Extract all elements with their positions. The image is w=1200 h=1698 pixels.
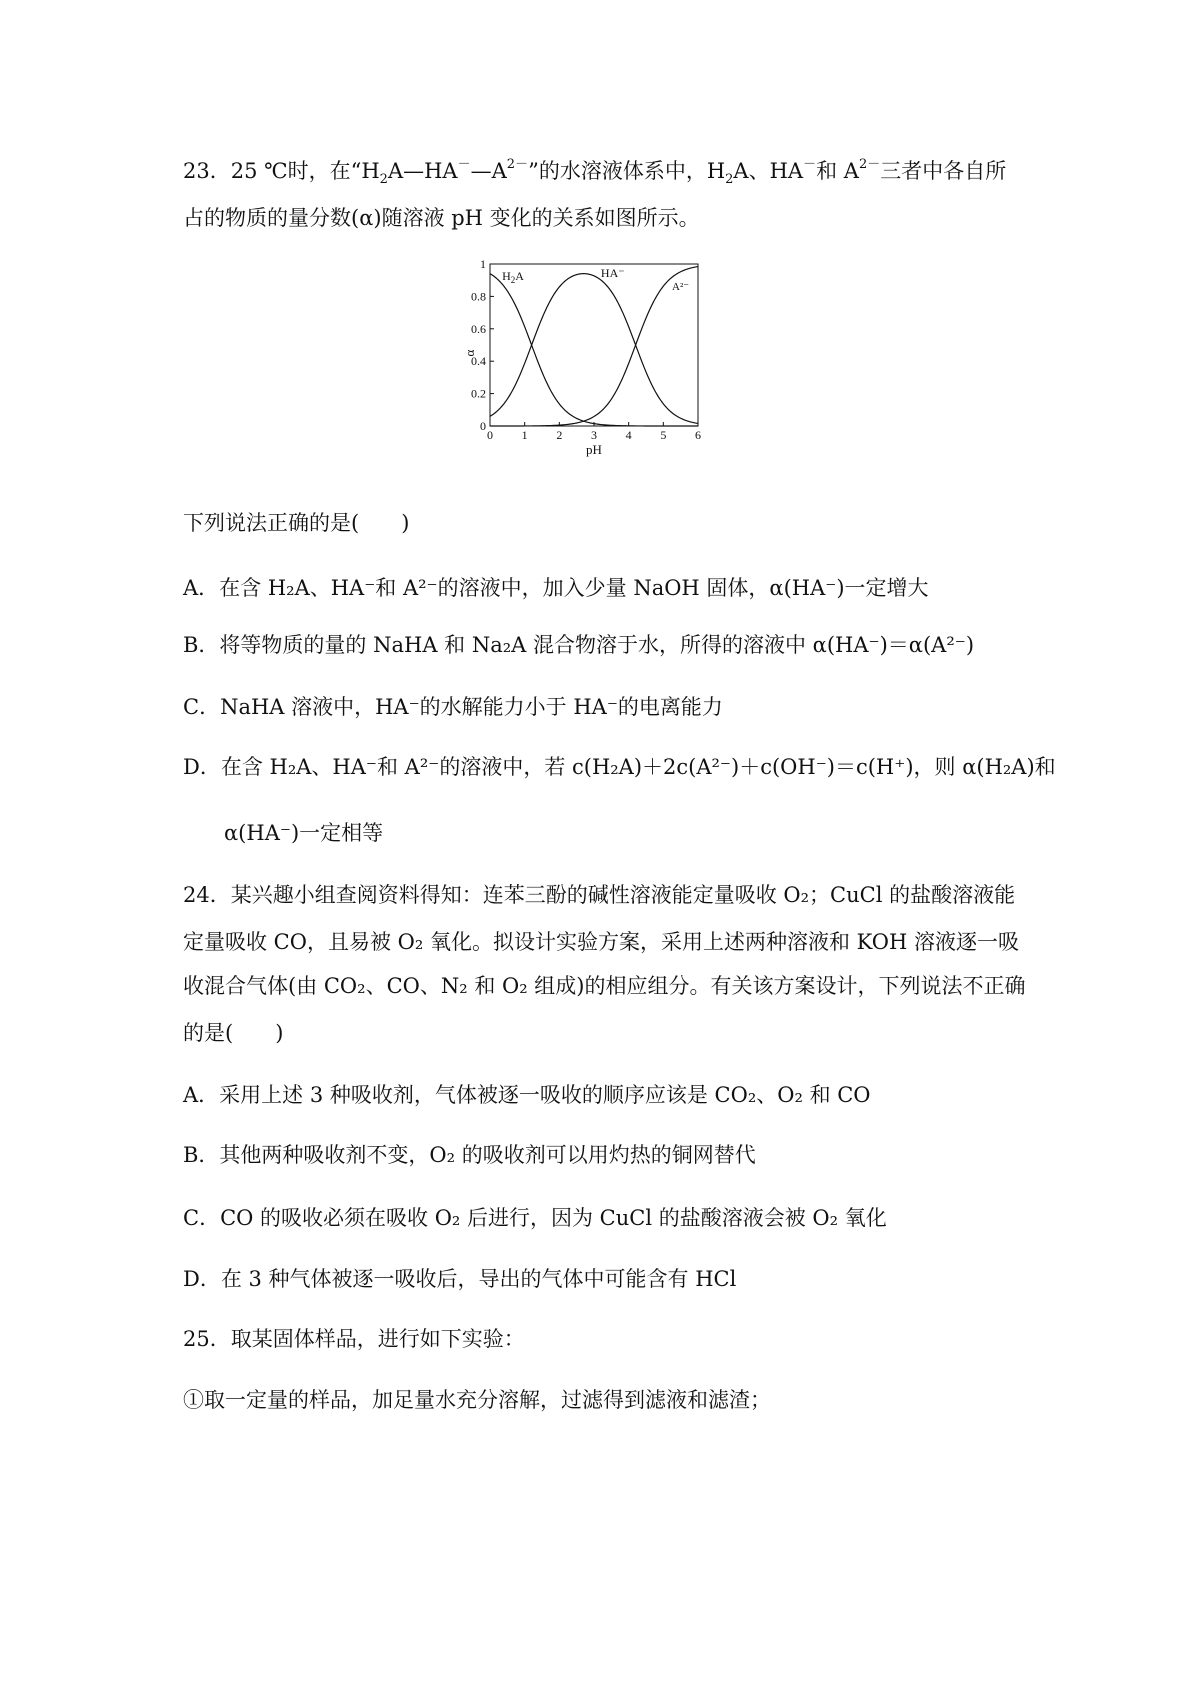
plot-frame <box>490 264 698 426</box>
q23-stem-line1: 23．25 ℃时，在“$H_2A—HA^-—A^{2-}$”的水溶液体系中，$H_2A$、HA－和 $A^{2-}$三者中各自所 <box>183 157 1007 188</box>
q23-option-c: C．NaHA 溶液中，HA⁻的水解能力小于 HA⁻的电离能力 <box>183 695 723 719</box>
y-tick-label: 0 <box>480 419 486 433</box>
curve-a2-minus <box>490 267 698 426</box>
x-tick-label: 6 <box>695 428 701 442</box>
series-label-a2-minus: A²⁻ <box>672 280 690 293</box>
q23-option-b: B．将等物质的量的 NaHA 和 Na₂A 混合物溶于水，所得的溶液中 α(HA⁻)＝α(A²⁻) <box>183 633 975 657</box>
q23-stem-line2: 占的物质的量分数(α)随溶液 pH 变化的关系如图所示。 <box>183 206 700 230</box>
q25-stem-line1: 25．取某固体样品，进行如下实验： <box>183 1327 525 1351</box>
series-label-h2a: $H_2A$ <box>502 269 524 286</box>
x-tick-label: 1 <box>521 428 528 442</box>
curve-h2a <box>490 274 698 426</box>
q24-option-c: C．CO 的吸收必须在吸收 O₂ 后进行，因为 CuCl 的盐酸溶液会被 O₂ 氧化 <box>183 1206 887 1230</box>
y-tick-label: 0.6 <box>471 321 486 336</box>
curve-ha-minus <box>490 274 698 424</box>
q25-step-1: ①取一定量的样品，加足量水充分溶解，过滤得到滤液和滤渣； <box>183 1388 771 1412</box>
series-label-ha-minus: HA⁻ <box>600 265 625 280</box>
y-tick-label: 0.2 <box>471 386 486 401</box>
x-tick-label: 0 <box>487 428 493 442</box>
q23-option-a: A．在含 H₂A、HA⁻和 A²⁻的溶液中，加入少量 NaOH 固体，α(HA⁻)一定增大 <box>183 576 929 600</box>
q24-stem-line1: 24．某兴趣小组查阅资料得知：连苯三酚的碱性溶液能定量吸收 O₂；CuCl 的盐酸溶液能 <box>183 883 1016 907</box>
y-tick-label: 0.4 <box>471 354 486 369</box>
q23-prompt: 下列说法正确的是( ) <box>183 511 410 535</box>
y-tick-label: 0.8 <box>471 289 486 304</box>
q24-stem-line4: 的是( ) <box>183 1021 284 1045</box>
x-tick-label: 2 <box>556 428 563 442</box>
x-axis-label: pH <box>586 442 602 457</box>
q24-stem-line3: 收混合气体(由 CO₂、CO、N₂ 和 O₂ 组成)的相应组分。有关该方案设计，下列说法不正确 <box>183 974 1026 998</box>
y-tick-label: 1 <box>480 257 486 271</box>
x-tick-label: 5 <box>660 428 667 442</box>
q23-option-d-line1: D．在含 H₂A、HA⁻和 A²⁻的溶液中，若 c(H₂A)＋2c(A²⁻)＋c(OH⁻)＝c(H⁺)，则 α(H₂A)和 <box>183 755 1056 779</box>
q24-stem-line2: 定量吸收 CO，且易被 O₂ 氧化。拟设计实验方案，采用上述两种溶液和 KOH 溶液逐一吸 <box>183 930 1019 954</box>
q23-option-d-line2: α(HA⁻)一定相等 <box>224 821 384 845</box>
x-tick-label: 4 <box>625 428 632 442</box>
x-tick-label: 3 <box>591 428 597 442</box>
q24-option-a: A．采用上述 3 种吸收剂，气体被逐一吸收的顺序应该是 CO₂、O₂ 和 CO <box>183 1083 871 1107</box>
q24-option-b: B．其他两种吸收剂不变，O₂ 的吸收剂可以用灼热的铜网替代 <box>183 1143 756 1167</box>
alpha-ph-chart <box>462 257 706 478</box>
y-axis-label: α <box>462 349 477 357</box>
q24-option-d: D．在 3 种气体被逐一吸收后，导出的气体中可能含有 HCl <box>183 1267 737 1291</box>
